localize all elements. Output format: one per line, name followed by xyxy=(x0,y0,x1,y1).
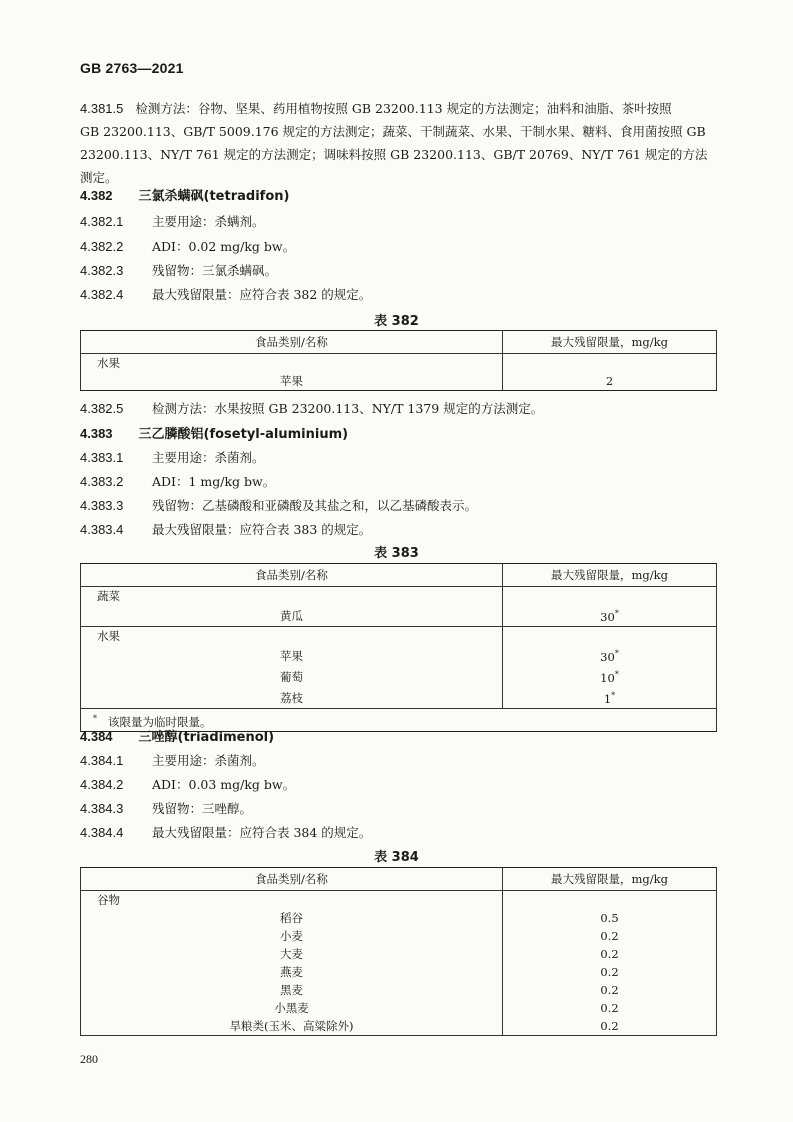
table-row xyxy=(81,354,717,373)
limit-value: 10 xyxy=(600,671,615,685)
column-header: 最大残留限量，mg/kg xyxy=(503,564,717,587)
section-number: 4.382 xyxy=(80,188,113,203)
clause-item xyxy=(80,473,720,492)
clause-line: 检测方法：谷物、坚果、药用植物按照 GB 23200.113 规定的方法测定；油料和油脂、茶叶按照 xyxy=(135,101,672,116)
clause-number: 4.382.3 xyxy=(80,263,124,278)
footnote-mark: * xyxy=(614,609,619,618)
food-cell: 黄瓜 xyxy=(81,605,503,627)
section-title: 三唑醇(triadimenol) xyxy=(138,730,275,745)
clause-text: 主要用途：杀螨剂。 xyxy=(152,214,265,229)
food-cell: 黑麦 xyxy=(81,981,503,999)
category-cell: 蔬菜 xyxy=(81,587,503,606)
residue-table-384 xyxy=(80,867,717,1036)
table-caption: 表 384 xyxy=(374,850,419,865)
table-row xyxy=(81,945,717,963)
food-cell: 苹果 xyxy=(81,645,503,666)
clause-number: 4.384.1 xyxy=(80,753,124,768)
clause-text: 残留物：三氯杀螨砜。 xyxy=(152,263,278,278)
residue-table-383 xyxy=(80,563,717,732)
clause-text: 主要用途：杀菌剂。 xyxy=(152,753,265,768)
clause-item xyxy=(80,521,720,540)
clause-text: ADI：0.02 mg/kg bw。 xyxy=(152,239,296,254)
clause-number: 4.383.2 xyxy=(80,474,124,489)
value-cell xyxy=(503,666,717,687)
clause-text: 残留物：乙基磷酸和亚磷酸及其盐之和，以乙基磷酸表示。 xyxy=(152,498,478,513)
table-row xyxy=(81,605,717,627)
clause-number: 4.382.2 xyxy=(80,239,124,254)
value-cell xyxy=(503,645,717,666)
table-row xyxy=(81,909,717,927)
value-cell xyxy=(503,587,717,606)
limit-value: 1 xyxy=(603,692,612,706)
clause-text: ADI：1 mg/kg bw。 xyxy=(152,474,276,489)
clause-text: 检测方法：水果按照 GB 23200.113、NY/T 1379 规定的方法测定。 xyxy=(152,401,544,416)
footnote-mark: * xyxy=(614,649,619,658)
section-heading-4-382 xyxy=(80,187,720,206)
table-row xyxy=(81,587,717,606)
table-row xyxy=(81,891,717,910)
clause-item xyxy=(80,824,720,843)
page-number: 280 xyxy=(80,1052,98,1066)
food-cell: 小黑麦 xyxy=(81,999,503,1017)
footnote-text: 该限量为临时限量。 xyxy=(107,714,212,729)
table-row xyxy=(81,999,717,1017)
section-number: 4.383 xyxy=(80,426,113,441)
clause-number: 4.382.5 xyxy=(80,401,124,416)
limit-value: 30 xyxy=(600,650,615,664)
clause-number: 4.382.4 xyxy=(80,287,124,302)
table-row xyxy=(81,1017,717,1036)
footnote-mark: * xyxy=(614,670,619,679)
value-cell: 0.2 xyxy=(600,947,619,961)
value-cell: 0.2 xyxy=(600,929,619,943)
clause-text: 最大残留限量：应符合表 384 的规定。 xyxy=(152,825,372,840)
value-cell xyxy=(503,891,717,910)
table-row xyxy=(81,372,717,391)
table-header-row xyxy=(81,868,717,891)
clause-number: 4.383.4 xyxy=(80,522,124,537)
category-cell: 谷物 xyxy=(81,891,503,910)
clause-number: 4.384.2 xyxy=(80,777,124,792)
column-header: 食品类别/名称 xyxy=(81,331,503,354)
clause-item xyxy=(80,286,720,305)
clause-text: 残留物：三唑醇。 xyxy=(152,801,253,816)
table-header-row xyxy=(81,564,717,587)
table-header-row xyxy=(81,331,717,354)
value-cell: 0.2 xyxy=(600,1019,619,1033)
clause-text: 最大残留限量：应符合表 383 的规定。 xyxy=(152,522,372,537)
value-cell: 0.5 xyxy=(600,911,619,925)
table-row xyxy=(81,963,717,981)
table-row xyxy=(81,927,717,945)
limit-value: 30 xyxy=(600,610,615,624)
table-row xyxy=(81,687,717,709)
table-caption: 表 382 xyxy=(374,314,419,329)
clause-text: ADI：0.03 mg/kg bw。 xyxy=(152,777,296,792)
value-cell: 2 xyxy=(605,374,614,388)
clause-line: 23200.113、NY/T 761 规定的方法测定；调味料按照 GB 23200.113、GB/T 20769、NY/T 761 规定的方法 xyxy=(80,147,708,162)
section-heading-4-383 xyxy=(80,425,720,444)
clause-number: 4.384.4 xyxy=(80,825,124,840)
column-header: 最大残留限量，mg/kg xyxy=(503,868,717,891)
column-header: 食品类别/名称 xyxy=(81,868,503,891)
table-row xyxy=(81,666,717,687)
value-cell xyxy=(503,687,717,709)
section-number: 4.384 xyxy=(80,729,113,744)
value-cell: 0.2 xyxy=(600,1001,619,1015)
clause-text: 主要用途：杀菌剂。 xyxy=(152,450,265,465)
section-title: 三氯杀螨砜(tetradifon) xyxy=(138,189,290,204)
clause-number: 4.384.3 xyxy=(80,801,124,816)
clause-line: GB 23200.113、GB/T 5009.176 规定的方法测定；蔬菜、干制蔬菜、水果、干制水果、糖料、食用菌按照 GB xyxy=(80,124,706,139)
standard-header: GB 2763—2021 xyxy=(80,60,184,76)
section-heading-4-384 xyxy=(80,728,720,747)
food-cell: 旱粮类(玉米、高粱除外) xyxy=(81,1017,503,1036)
clause-4-381-5 xyxy=(80,97,720,189)
food-cell: 荔枝 xyxy=(81,687,503,709)
value-cell: 0.2 xyxy=(600,983,619,997)
clause-item xyxy=(80,449,720,468)
clause-item xyxy=(80,262,720,281)
column-header: 食品类别/名称 xyxy=(81,564,503,587)
clause-text: 最大残留限量：应符合表 382 的规定。 xyxy=(152,287,372,302)
footnote-mark: * xyxy=(93,713,97,723)
category-cell: 水果 xyxy=(81,627,503,646)
food-cell: 大麦 xyxy=(81,945,503,963)
section-title: 三乙膦酸铝(fosetyl-aluminium) xyxy=(138,427,349,442)
clause-number: 4.383.3 xyxy=(80,498,124,513)
table-row xyxy=(81,645,717,666)
table-caption: 表 383 xyxy=(374,546,419,561)
value-cell xyxy=(503,627,717,646)
clause-number: 4.383.1 xyxy=(80,450,124,465)
food-cell: 稻谷 xyxy=(81,909,503,927)
clause-item xyxy=(80,213,720,232)
clause-item xyxy=(80,497,720,516)
footnote-mark: * xyxy=(611,691,616,700)
food-cell: 燕麦 xyxy=(81,963,503,981)
table-row xyxy=(81,981,717,999)
clause-number: 4.382.1 xyxy=(80,214,124,229)
clause-item xyxy=(80,800,720,819)
category-cell: 水果 xyxy=(81,354,503,373)
clause-number: 4.381.5 xyxy=(80,101,124,116)
residue-table-382 xyxy=(80,330,717,391)
clause-item xyxy=(80,752,720,771)
table-row xyxy=(81,627,717,646)
value-cell: 0.2 xyxy=(600,965,619,979)
value-cell xyxy=(503,605,717,627)
column-header: 最大残留限量，mg/kg xyxy=(503,331,717,354)
value-cell xyxy=(503,354,717,373)
clause-item xyxy=(80,776,720,795)
clause-item xyxy=(80,238,720,257)
food-cell: 小麦 xyxy=(81,927,503,945)
clause-item xyxy=(80,400,720,419)
clause-line: 测定。 xyxy=(80,170,118,185)
food-cell: 苹果 xyxy=(81,372,503,391)
food-cell: 葡萄 xyxy=(81,666,503,687)
